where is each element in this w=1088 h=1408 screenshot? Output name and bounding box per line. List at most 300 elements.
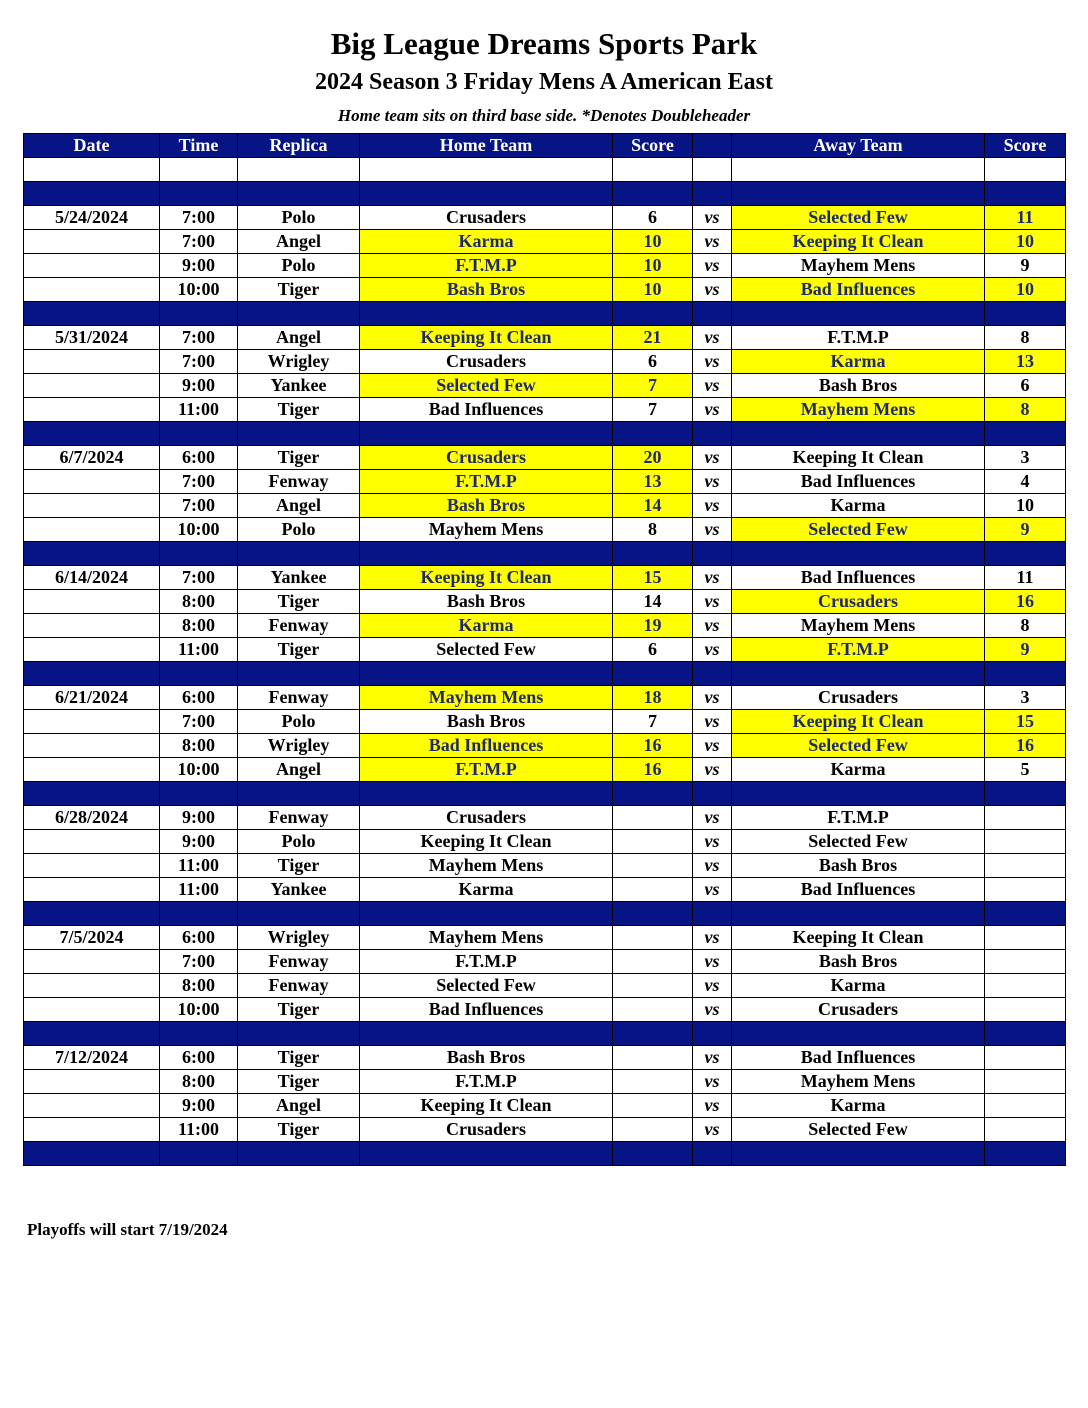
home-team: Karma [360,230,613,254]
away-team: Karma [732,350,985,374]
home-score: 20 [613,446,693,470]
away-score [985,998,1066,1022]
game-date: 7/12/2024 [24,1046,160,1070]
away-score: 16 [985,734,1066,758]
game-row [24,734,1066,758]
game-replica: Polo [238,830,360,854]
game-date [24,830,160,854]
game-time: 7:00 [160,326,238,350]
home-score: 10 [613,254,693,278]
game-time: 6:00 [160,926,238,950]
game-replica: Fenway [238,614,360,638]
home-team: F.T.M.P [360,758,613,782]
home-team: Mayhem Mens [360,854,613,878]
game-replica: Tiger [238,278,360,302]
game-row [24,758,1066,782]
home-team: Mayhem Mens [360,686,613,710]
game-row [24,470,1066,494]
home-score [613,1070,693,1094]
home-team: Karma [360,878,613,902]
away-team: Selected Few [732,734,985,758]
week-separator-row [24,1142,1066,1166]
away-team: Selected Few [732,518,985,542]
game-row [24,806,1066,830]
game-date [24,254,160,278]
game-time: 11:00 [160,854,238,878]
home-team: Mayhem Mens [360,518,613,542]
game-date: 7/5/2024 [24,926,160,950]
home-score [613,806,693,830]
game-row [24,1094,1066,1118]
home-score [613,950,693,974]
away-score: 16 [985,590,1066,614]
home-score: 14 [613,590,693,614]
game-replica: Wrigley [238,734,360,758]
week-separator-row [24,302,1066,326]
home-team: F.T.M.P [360,950,613,974]
game-replica: Angel [238,326,360,350]
home-score: 10 [613,278,693,302]
away-team: Karma [732,494,985,518]
game-date [24,998,160,1022]
vs-label: vs [693,638,732,662]
game-time: 10:00 [160,278,238,302]
home-team: Keeping It Clean [360,1094,613,1118]
game-time: 6:00 [160,686,238,710]
col-header-home-team: Home Team [360,134,613,158]
away-score [985,950,1066,974]
page-subtitle: 2024 Season 3 Friday Mens A American East [314,69,773,95]
game-row [24,518,1066,542]
home-team: Crusaders [360,806,613,830]
game-row [24,926,1066,950]
away-score: 13 [985,350,1066,374]
vs-label: vs [693,878,732,902]
away-team: Bash Bros [732,854,985,878]
away-score: 8 [985,614,1066,638]
game-replica: Yankee [238,374,360,398]
away-score: 3 [985,446,1066,470]
game-replica: Wrigley [238,926,360,950]
week-separator-row [24,1022,1066,1046]
game-replica: Wrigley [238,350,360,374]
game-date [24,470,160,494]
home-score [613,1118,693,1142]
game-replica: Yankee [238,566,360,590]
home-score: 6 [613,638,693,662]
away-score [985,974,1066,998]
away-score: 4 [985,470,1066,494]
game-date [24,518,160,542]
game-row [24,878,1066,902]
home-team-note: Home team sits on third base side. *Denotes Doubleheader [337,106,751,125]
away-team: F.T.M.P [732,638,985,662]
game-time: 9:00 [160,374,238,398]
home-score [613,974,693,998]
game-time: 7:00 [160,710,238,734]
away-team: Bash Bros [732,374,985,398]
game-time: 7:00 [160,950,238,974]
away-team: Mayhem Mens [732,398,985,422]
game-date: 6/28/2024 [24,806,160,830]
schedule-body [24,158,1066,1166]
game-row [24,398,1066,422]
game-row [24,998,1066,1022]
game-replica: Angel [238,758,360,782]
game-replica: Polo [238,710,360,734]
home-team: Bash Bros [360,494,613,518]
game-row [24,494,1066,518]
vs-label: vs [693,590,732,614]
home-score: 10 [613,230,693,254]
game-replica: Angel [238,1094,360,1118]
vs-label: vs [693,1094,732,1118]
game-time: 9:00 [160,830,238,854]
game-replica: Yankee [238,878,360,902]
game-row [24,830,1066,854]
away-score [985,1118,1066,1142]
game-row [24,1070,1066,1094]
game-row [24,638,1066,662]
game-date [24,278,160,302]
away-score [985,878,1066,902]
vs-label: vs [693,518,732,542]
away-score [985,854,1066,878]
game-date [24,878,160,902]
away-score: 8 [985,398,1066,422]
game-time: 8:00 [160,1070,238,1094]
vs-label: vs [693,350,732,374]
col-header-away-team: Away Team [732,134,985,158]
vs-label: vs [693,206,732,230]
playoffs-note: Playoffs will start 7/19/2024 [27,1220,228,1239]
game-replica: Fenway [238,686,360,710]
table-header-row [24,134,1066,158]
game-date: 5/31/2024 [24,326,160,350]
game-row [24,854,1066,878]
vs-label: vs [693,494,732,518]
vs-label: vs [693,1118,732,1142]
home-score: 14 [613,494,693,518]
away-team: Mayhem Mens [732,614,985,638]
away-score: 9 [985,254,1066,278]
game-time: 8:00 [160,590,238,614]
home-team: Crusaders [360,1118,613,1142]
game-date [24,638,160,662]
week-separator-row [24,782,1066,806]
vs-label: vs [693,230,732,254]
game-replica: Angel [238,494,360,518]
vs-label: vs [693,734,732,758]
game-date [24,494,160,518]
away-team: Karma [732,758,985,782]
game-row [24,590,1066,614]
away-score: 10 [985,230,1066,254]
blank-row [24,158,1066,182]
home-team: Bad Influences [360,398,613,422]
away-team: Bad Influences [732,1046,985,1070]
game-row [24,614,1066,638]
game-time: 9:00 [160,806,238,830]
home-score: 19 [613,614,693,638]
away-team: Selected Few [732,206,985,230]
vs-label: vs [693,254,732,278]
home-score [613,998,693,1022]
week-separator-row [24,182,1066,206]
home-team: F.T.M.P [360,470,613,494]
away-team: Bad Influences [732,278,985,302]
game-date: 6/21/2024 [24,686,160,710]
away-score: 9 [985,518,1066,542]
home-team: Keeping It Clean [360,326,613,350]
game-date [24,374,160,398]
home-score: 7 [613,710,693,734]
home-score: 21 [613,326,693,350]
vs-label: vs [693,686,732,710]
game-row [24,950,1066,974]
away-team: Crusaders [732,590,985,614]
home-team: Mayhem Mens [360,926,613,950]
game-row [24,974,1066,998]
home-team: Karma [360,614,613,638]
home-score: 15 [613,566,693,590]
home-team: F.T.M.P [360,1070,613,1094]
game-replica: Tiger [238,398,360,422]
game-row [24,254,1066,278]
home-score [613,926,693,950]
game-date [24,974,160,998]
away-team: Keeping It Clean [732,926,985,950]
home-team: F.T.M.P [360,254,613,278]
away-score: 11 [985,206,1066,230]
game-date [24,1070,160,1094]
game-row [24,374,1066,398]
game-date [24,734,160,758]
vs-label: vs [693,398,732,422]
home-score [613,830,693,854]
away-team: Selected Few [732,1118,985,1142]
game-replica: Tiger [238,446,360,470]
home-score: 16 [613,758,693,782]
game-row [24,1118,1066,1142]
game-date [24,758,160,782]
game-time: 8:00 [160,614,238,638]
game-date [24,950,160,974]
game-time: 9:00 [160,254,238,278]
home-score: 13 [613,470,693,494]
game-row [24,566,1066,590]
game-replica: Angel [238,230,360,254]
game-date [24,1118,160,1142]
away-score: 5 [985,758,1066,782]
vs-label: vs [693,710,732,734]
game-time: 7:00 [160,350,238,374]
away-team: F.T.M.P [732,326,985,350]
away-score: 10 [985,494,1066,518]
game-replica: Polo [238,518,360,542]
game-row [24,206,1066,230]
week-separator-row [24,542,1066,566]
home-score [613,1094,693,1118]
week-separator-row [24,902,1066,926]
home-team: Bash Bros [360,710,613,734]
away-team: Crusaders [732,686,985,710]
away-team: Mayhem Mens [732,1070,985,1094]
vs-label: vs [693,950,732,974]
game-time: 7:00 [160,470,238,494]
vs-label: vs [693,854,732,878]
home-team: Selected Few [360,374,613,398]
game-row [24,326,1066,350]
game-date: 6/7/2024 [24,446,160,470]
home-score: 16 [613,734,693,758]
game-date [24,614,160,638]
col-header-away-score: Score [985,134,1066,158]
away-score [985,806,1066,830]
game-date [24,590,160,614]
game-time: 11:00 [160,398,238,422]
game-time: 7:00 [160,206,238,230]
away-team: Crusaders [732,998,985,1022]
away-score: 8 [985,326,1066,350]
page-title: Big League Dreams Sports Park [330,26,758,61]
game-replica: Tiger [238,998,360,1022]
game-replica: Tiger [238,1070,360,1094]
game-replica: Fenway [238,470,360,494]
away-score: 3 [985,686,1066,710]
away-team: Keeping It Clean [732,446,985,470]
home-score: 6 [613,206,693,230]
away-team: Bash Bros [732,950,985,974]
game-replica: Tiger [238,638,360,662]
away-team: Bad Influences [732,566,985,590]
away-score: 6 [985,374,1066,398]
game-date: 6/14/2024 [24,566,160,590]
col-header-replica: Replica [238,134,360,158]
home-score: 6 [613,350,693,374]
game-time: 11:00 [160,878,238,902]
away-score: 9 [985,638,1066,662]
game-time: 6:00 [160,446,238,470]
game-row [24,230,1066,254]
game-row [24,278,1066,302]
home-score: 7 [613,398,693,422]
game-replica: Fenway [238,974,360,998]
vs-label: vs [693,470,732,494]
home-team: Selected Few [360,638,613,662]
home-score [613,878,693,902]
game-date [24,1094,160,1118]
away-score [985,1070,1066,1094]
game-replica: Polo [238,206,360,230]
home-team: Bash Bros [360,278,613,302]
home-score: 8 [613,518,693,542]
away-team: Karma [732,1094,985,1118]
game-time: 10:00 [160,998,238,1022]
vs-label: vs [693,974,732,998]
home-team: Selected Few [360,974,613,998]
home-score [613,1046,693,1070]
home-team: Keeping It Clean [360,566,613,590]
game-date [24,230,160,254]
away-team: Mayhem Mens [732,254,985,278]
schedule-table [23,133,1066,1166]
game-time: 7:00 [160,566,238,590]
game-replica: Tiger [238,590,360,614]
game-time: 9:00 [160,1094,238,1118]
vs-label: vs [693,830,732,854]
col-header-date: Date [24,134,160,158]
away-score: 10 [985,278,1066,302]
home-team: Crusaders [360,350,613,374]
game-time: 11:00 [160,638,238,662]
game-replica: Tiger [238,1118,360,1142]
away-team: Keeping It Clean [732,710,985,734]
home-score: 7 [613,374,693,398]
vs-label: vs [693,998,732,1022]
game-time: 6:00 [160,1046,238,1070]
week-separator-row [24,422,1066,446]
away-score [985,1094,1066,1118]
game-date [24,854,160,878]
game-date [24,710,160,734]
home-team: Bad Influences [360,734,613,758]
vs-label: vs [693,614,732,638]
game-row [24,446,1066,470]
game-time: 7:00 [160,494,238,518]
home-team: Crusaders [360,446,613,470]
col-header-vs [693,134,732,158]
game-replica: Tiger [238,1046,360,1070]
home-team: Keeping It Clean [360,830,613,854]
away-score: 15 [985,710,1066,734]
home-team: Bash Bros [360,1046,613,1070]
game-row [24,350,1066,374]
game-replica: Fenway [238,950,360,974]
vs-label: vs [693,806,732,830]
vs-label: vs [693,446,732,470]
game-date: 5/24/2024 [24,206,160,230]
game-date [24,398,160,422]
away-team: Keeping It Clean [732,230,985,254]
game-row [24,710,1066,734]
game-row [24,1046,1066,1070]
home-team: Crusaders [360,206,613,230]
week-separator-row [24,662,1066,686]
vs-label: vs [693,926,732,950]
game-time: 11:00 [160,1118,238,1142]
game-time: 7:00 [160,230,238,254]
vs-label: vs [693,374,732,398]
away-team: Bad Influences [732,878,985,902]
game-time: 10:00 [160,758,238,782]
home-score: 18 [613,686,693,710]
away-score [985,830,1066,854]
vs-label: vs [693,758,732,782]
vs-label: vs [693,326,732,350]
home-team: Bash Bros [360,590,613,614]
vs-label: vs [693,1046,732,1070]
game-date [24,350,160,374]
vs-label: vs [693,1070,732,1094]
away-score [985,926,1066,950]
away-team: Bad Influences [732,470,985,494]
col-header-time: Time [160,134,238,158]
away-team: Selected Few [732,830,985,854]
away-team: F.T.M.P [732,806,985,830]
game-replica: Polo [238,254,360,278]
home-score [613,854,693,878]
